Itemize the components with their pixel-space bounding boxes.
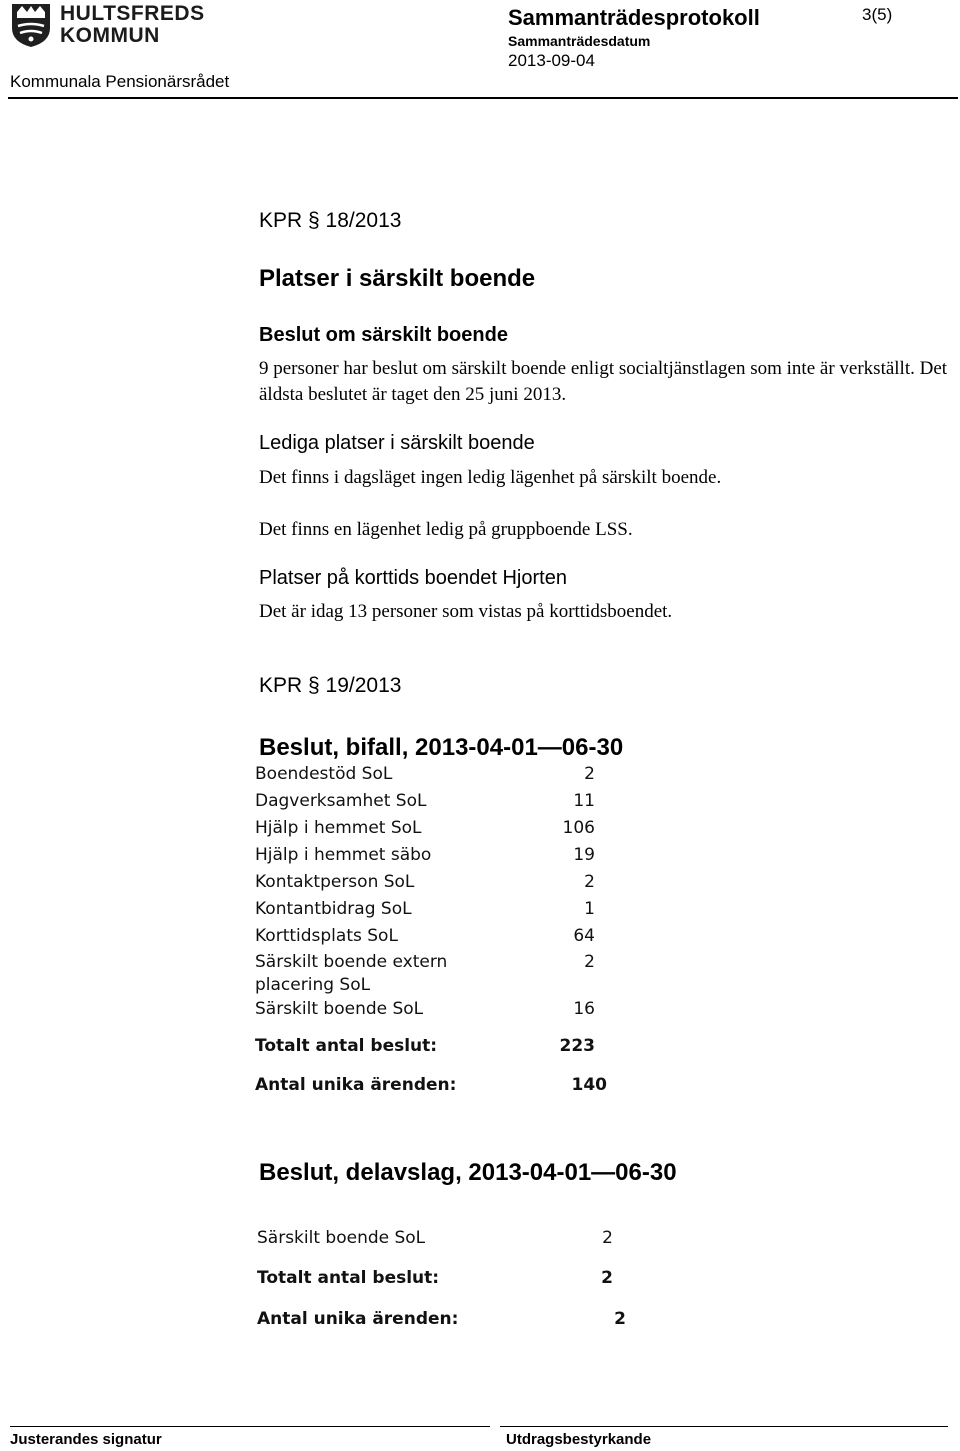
meeting-date-label: Sammanträdesdatum [508, 33, 651, 49]
section-title-bifall: Beslut, bifall, 2013-04-01—06-30 [259, 734, 624, 761]
unique-value: 140 [571, 1075, 607, 1095]
row-value: 19 [573, 845, 595, 865]
section-title-delavslag: Beslut, delavslag, 2013-04-01—06-30 [259, 1159, 677, 1186]
section-ref-19: KPR § 19/2013 [259, 674, 402, 697]
logo-text-line1: HULTSFREDS [60, 2, 205, 25]
footer-certification-label: Utdragsbestyrkande [506, 1431, 652, 1448]
header-divider [8, 97, 958, 99]
paragraph-beslut: 9 personer har beslut om särskilt boende enligt socialtjänstlagen som inte är verkställt. Det äldsta beslutet är taget den 25 juni 2013. [259, 358, 948, 405]
total-label: Totalt antal beslut: [257, 1268, 440, 1288]
total-label: Totalt antal beslut: [255, 1036, 438, 1056]
municipality-logo [10, 2, 205, 48]
signature-line-right [500, 1426, 948, 1427]
organization-name: Kommunala Pensionärsrådet [10, 72, 230, 91]
delavslag-table [257, 1227, 637, 1337]
row-value: 64 [573, 926, 595, 946]
row-label: Kontantbidrag SoL [255, 899, 412, 919]
row-label: Kontaktperson SoL [255, 872, 415, 892]
row-value: 11 [573, 791, 595, 811]
subheading-beslut: Beslut om särskilt boende [259, 324, 508, 346]
document-title: Sammanträdesprotokoll [508, 5, 760, 30]
unique-label: Antal unika ärenden: [255, 1075, 457, 1095]
row-label: Särskilt boende SoL [257, 1228, 426, 1248]
row-label: Hjälp i hemmet SoL [255, 818, 422, 838]
subheading-korttids: Platser på korttids boendet Hjorten [259, 567, 567, 589]
row-value: 2 [584, 952, 595, 972]
paragraph-korttids: Det är idag 13 personer som vistas på korttidsboendet. [259, 601, 673, 622]
footer-signature-label: Justerandes signatur [10, 1431, 162, 1448]
crest-icon [10, 2, 52, 48]
row-value: 106 [562, 818, 595, 838]
row-value: 16 [573, 999, 595, 1019]
unique-value: 2 [614, 1309, 626, 1329]
row-label: Särskilt boende SoL [255, 999, 424, 1019]
row-label: Särskilt boende extern placering SoL [255, 952, 448, 995]
subheading-lediga: Lediga platser i särskilt boende [259, 432, 535, 454]
unique-label: Antal unika ärenden: [257, 1309, 459, 1329]
paragraph-gruppboende: Det finns en lägenhet ledig på gruppboende LSS. [259, 519, 633, 540]
signature-line-left [10, 1426, 490, 1427]
row-value: 2 [584, 872, 595, 892]
row-label: Hjälp i hemmet säbo [255, 845, 432, 865]
logo-text-line2: KOMMUN [60, 24, 160, 47]
row-label: Dagverksamhet SoL [255, 791, 427, 811]
row-label: Boendestöd SoL [255, 764, 393, 784]
row-value: 2 [602, 1228, 613, 1248]
row-label: Korttidsplats SoL [255, 926, 398, 946]
meeting-date: 2013-09-04 [508, 51, 595, 70]
page-number: 3(5) [862, 5, 893, 24]
row-value: 1 [584, 899, 595, 919]
row-value: 2 [584, 764, 595, 784]
bifall-table [255, 763, 635, 1103]
total-value: 2 [601, 1268, 613, 1288]
total-value: 223 [559, 1036, 595, 1056]
section-ref-18: KPR § 18/2013 [259, 209, 402, 232]
paragraph-lediga: Det finns i dagsläget ingen ledig lägenhet på särskilt boende. [259, 467, 722, 488]
section-title-platser: Platser i särskilt boende [259, 265, 536, 292]
